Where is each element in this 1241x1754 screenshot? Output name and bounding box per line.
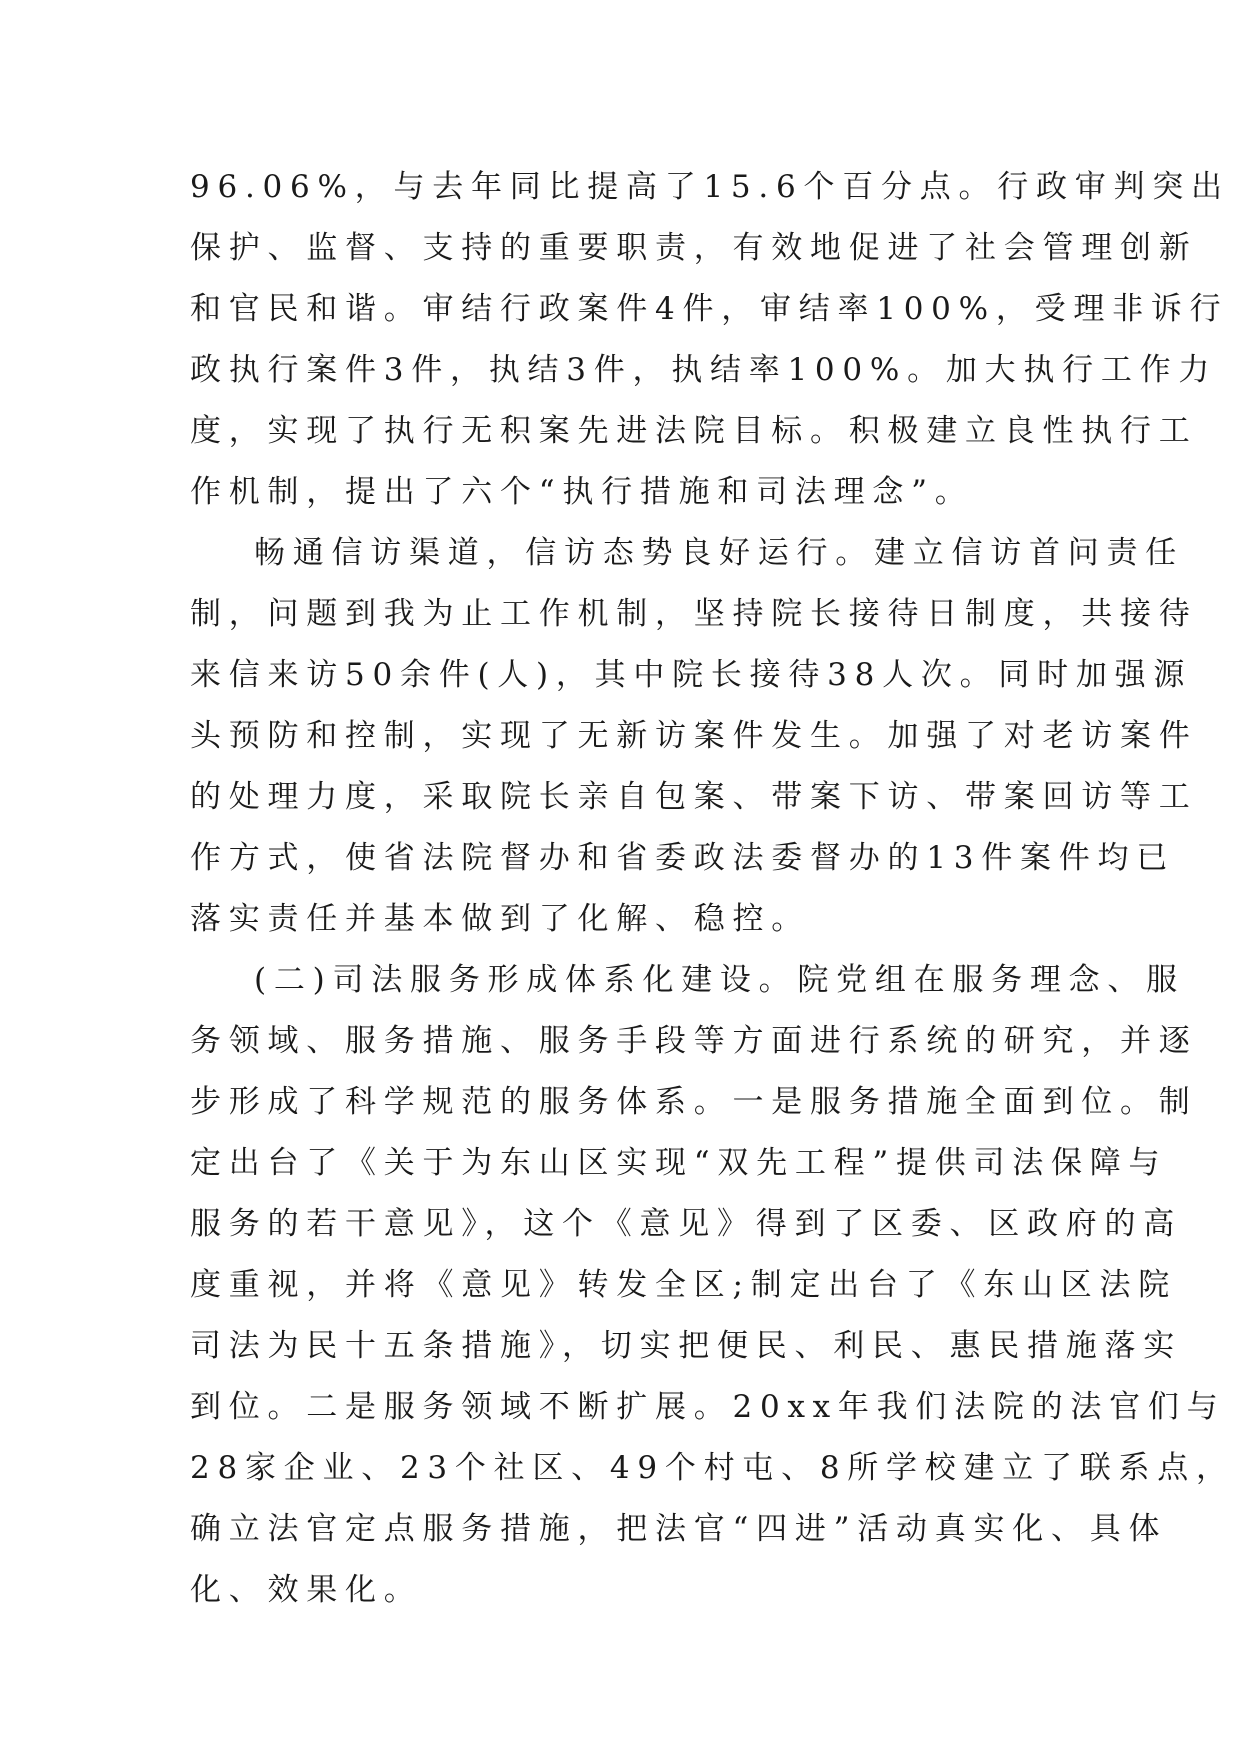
text-line: 和官民和谐。审结行政案件4件，审结率100%，受理非诉行	[190, 291, 1229, 327]
text-line: 度重视，并将《意见》转发全区;制定出台了《东山区法院	[190, 1267, 1177, 1303]
text-line: 度，实现了执行无积案先进法院目标。积极建立良性执行工	[190, 413, 1198, 449]
document-body	[190, 157, 1235, 1621]
text-line: 作方式，使省法院督办和省委政法委督办的13件案件均已	[190, 840, 1175, 876]
text-line: 96.06%，与去年同比提高了15.6个百分点。行政审判突出	[190, 169, 1230, 205]
text-line: 保护、监督、支持的重要职责，有效地促进了社会管理创新	[190, 230, 1198, 266]
text-line: 28家企业、23个社区、49个村屯、8所学校建立了联系点，	[190, 1450, 1235, 1486]
text-line: 政执行案件3件，执结3件，执结率100%。加大执行工作力	[190, 352, 1218, 388]
text-line: 作机制，提出了六个“执行措施和司法理念”。	[190, 474, 974, 510]
text-line: 来信来访50余件(人)，其中院长接待38人次。同时加强源	[190, 657, 1193, 693]
text-line: 头预防和控制，实现了无新访案件发生。加强了对老访案件	[190, 718, 1198, 754]
text-line: 化、效果化。	[190, 1572, 423, 1608]
text-line: 定出台了《关于为东山区实现“双先工程”提供司法保障与	[190, 1145, 1168, 1181]
text-line: 确立法官定点服务措施，把法官“四进”活动真实化、具体	[190, 1511, 1168, 1547]
text-line: 到位。二是服务领域不断扩展。20xx年我们法院的法官们与	[190, 1389, 1226, 1425]
text-line: 步形成了科学规范的服务体系。一是服务措施全面到位。制	[190, 1084, 1198, 1120]
text-line: (二)司法服务形成体系化建设。院党组在服务理念、服	[254, 962, 1185, 998]
paragraph-1	[190, 157, 1230, 523]
paragraph-2	[190, 523, 1198, 950]
text-line: 落实责任并基本做到了化解、稳控。	[190, 901, 810, 937]
text-line: 畅通信访渠道，信访态势良好运行。建立信访首问责任	[254, 535, 1184, 571]
paragraph-3	[190, 950, 1235, 1621]
text-line: 务领域、服务措施、服务手段等方面进行系统的研究，并逐	[190, 1023, 1198, 1059]
text-line: 服务的若干意见》，这个《意见》得到了区委、区政府的高	[190, 1206, 1182, 1242]
text-line: 司法为民十五条措施》，切实把便民、利民、惠民措施落实	[190, 1328, 1182, 1364]
text-line: 制，问题到我为止工作机制，坚持院长接待日制度，共接待	[190, 596, 1198, 632]
text-line: 的处理力度，采取院长亲自包案、带案下访、带案回访等工	[190, 779, 1198, 815]
